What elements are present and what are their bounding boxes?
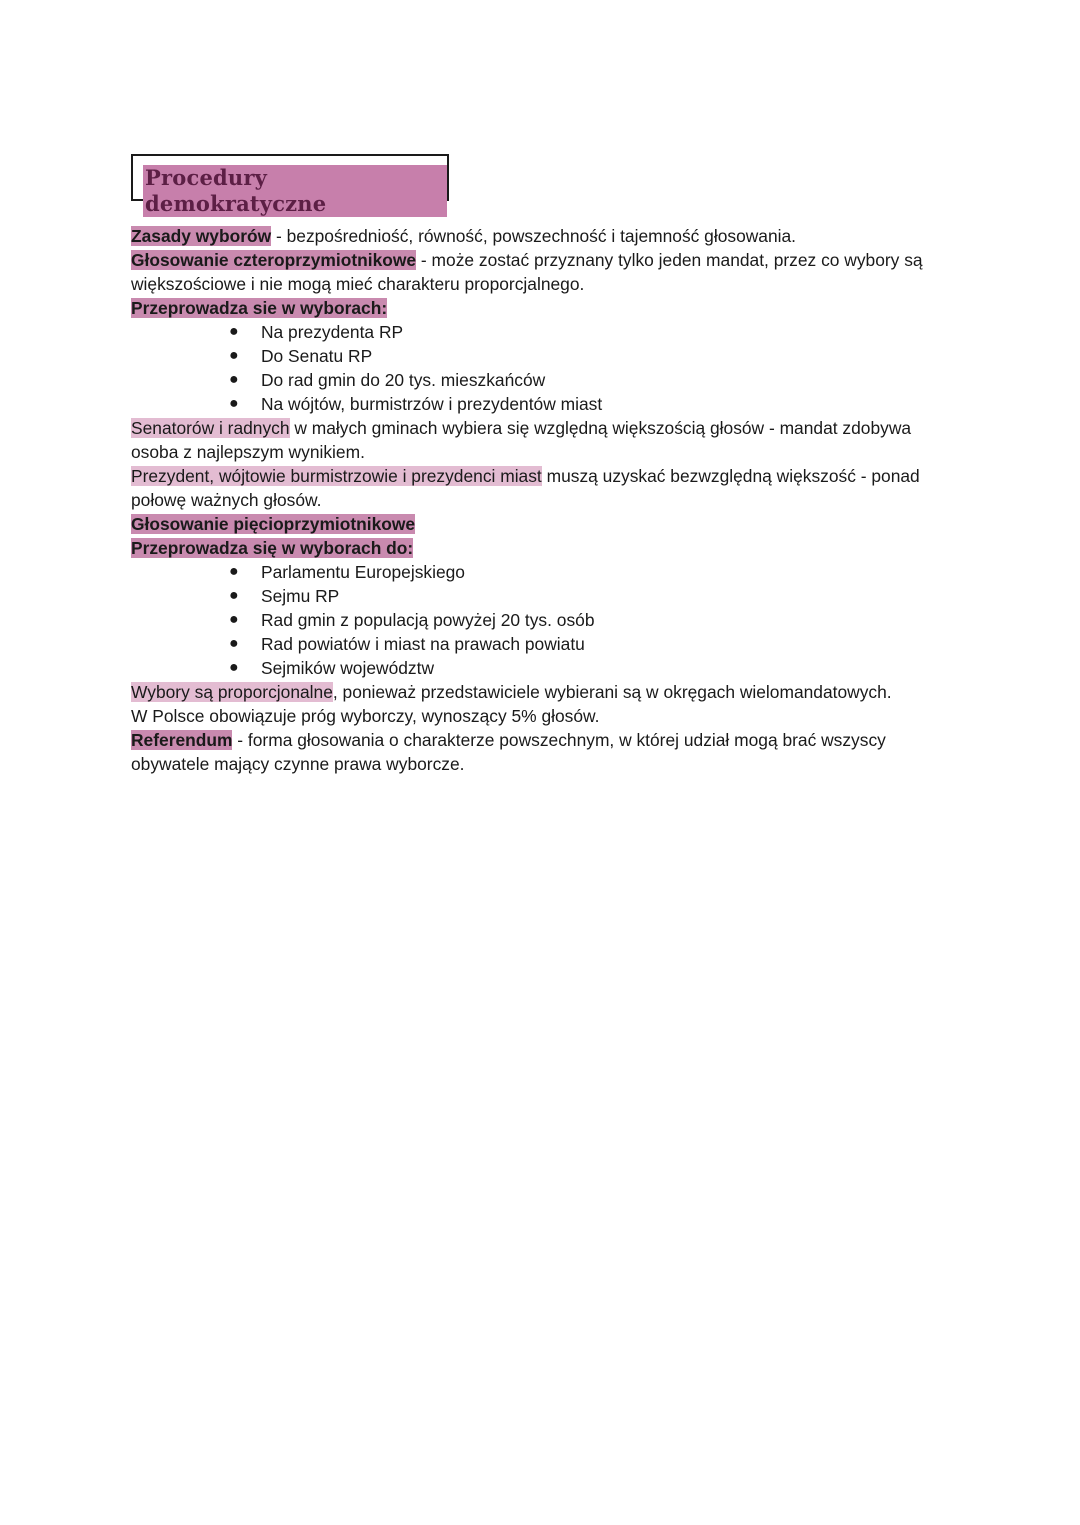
bullet-icon: ● [229,347,239,364]
list-item [131,608,961,632]
paragraph-threshold: W Polsce obowiązuje próg wyborczy, wynoszący 5% głosów. [131,706,600,726]
list-item [131,560,961,584]
bullet-icon: ● [229,587,239,604]
text-referendum: - forma głosowania o charakterze powszechnym, w której udział mogą brać wszyscy obywatele mający czynne prawa wyborcze. [131,730,886,774]
paragraph-president [131,464,961,512]
term-election-principles: Zasady wyborów [131,226,272,246]
paragraph-four-adjective-voting [131,248,961,296]
paragraph-referendum [131,728,961,776]
paragraph-five-adjective-voting [131,512,961,536]
term-referendum: Referendum [131,730,233,750]
list-item-text: Do rad gmin do 20 tys. mieszkańców [261,370,546,390]
text-president: muszą uzyskać bezwzględną większość - ponad połowę ważnych głosów. [131,466,920,510]
bullet-icon: ● [229,395,239,412]
list-item [131,320,961,344]
list-item-text: Na wójtów, burmistrzów i prezydentów miast [261,394,603,414]
paragraph-election-principles [131,224,961,248]
list-proportional-elections [131,560,961,680]
bullet-icon: ● [229,371,239,388]
list-item [131,632,961,656]
term-held-in-elections-to: Przeprowadza się w wyborach do: [131,538,414,558]
bullet-icon: ● [229,659,239,676]
list-item-text: Sejmików województw [261,658,434,678]
list-item [131,656,961,680]
paragraph-held-in-elections [131,296,961,320]
list-majority-elections [131,320,961,416]
term-proportional: Wybory są proporcjonalne [131,682,333,702]
list-item-text: Do Senatu RP [261,346,373,366]
text-four-adjective-voting: - może zostać przyznany tylko jeden mandat, przez co wybory są większościowe i nie mogą mieć charakteru proporcjalnego. [131,250,923,294]
text-proportional: , ponieważ przedstawiciele wybierani są w okręgach wielomandatowych. [332,682,892,702]
list-item-text: Sejmu RP [261,586,340,606]
list-item-text: Rad gmin z populacją powyżej 20 tys. osób [261,610,595,630]
list-item [131,392,961,416]
text-senators: w małych gminach wybiera się względną większością głosów - mandat zdobywa osoba z najlepszym wynikiem. [131,418,912,462]
list-item-text: Na prezydenta RP [261,322,404,342]
paragraph-senators [131,416,961,464]
paragraph-held-in-elections-to [131,536,961,560]
text-election-principles: - bezpośredniość, równość, powszechność i tajemność głosowania. [271,226,797,246]
bullet-icon: ● [229,323,239,340]
term-senators: Senatorów i radnych [131,418,290,438]
bullet-icon: ● [229,635,239,652]
document-body [131,224,961,776]
paragraph-proportional [131,680,961,704]
list-item [131,344,961,368]
list-item-text: Parlamentu Europejskiego [261,562,465,582]
bullet-icon: ● [229,611,239,628]
term-five-adjective-voting: Głosowanie pięcioprzymiotnikowe [131,514,416,534]
page-title: Procedury demokratyczne [143,165,447,217]
bullet-icon: ● [229,563,239,580]
list-item-text: Rad powiatów i miast na prawach powiatu [261,634,585,654]
term-four-adjective-voting: Głosowanie czteroprzymiotnikowe [131,250,417,270]
title-box [131,154,449,216]
list-item [131,584,961,608]
term-held-in-elections: Przeprowadza sie w wyborach: [131,298,388,318]
term-president: Prezydent, wójtowie burmistrzowie i prezydenci miast [131,466,542,486]
list-item [131,368,961,392]
